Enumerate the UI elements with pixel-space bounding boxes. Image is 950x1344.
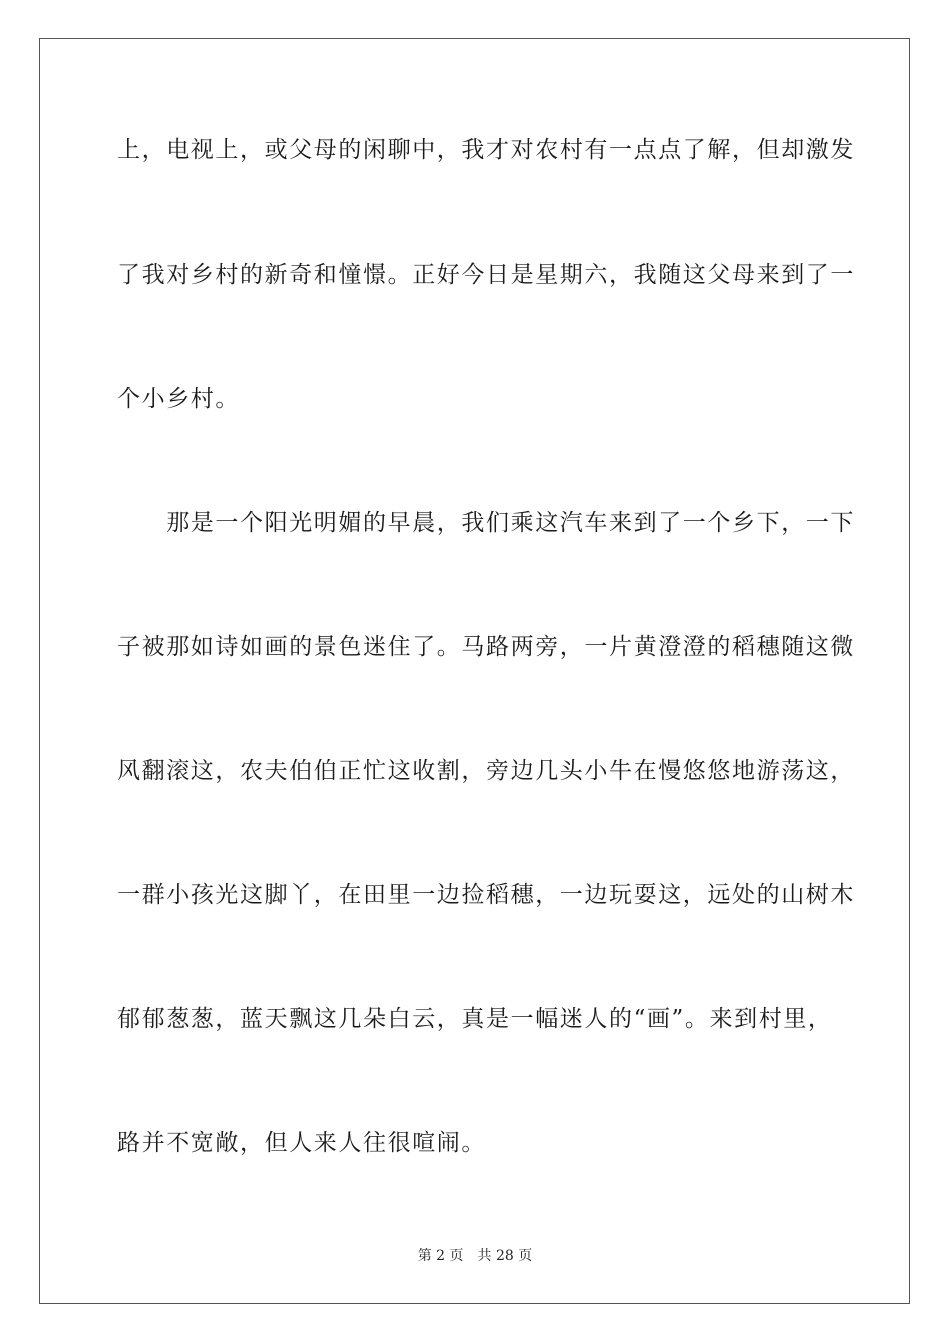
text-line-9: 路并不宽敞，但人来人往很喧闹。: [117, 1130, 486, 1156]
page-frame: [39, 38, 910, 1304]
page-number-footer: 第 2 页 共 28 页: [417, 1248, 533, 1264]
text-line-4: 那是一个阳光明媚的早晨，我们乘这汽车来到了一个乡下，一下: [117, 510, 855, 536]
text-line-3: 个小乡村。: [117, 386, 240, 412]
text-line-2: 了我对乡村的新奇和憧憬。正好今日是星期六，我随这父母来到了一: [117, 262, 855, 288]
text-line-5: 子被那如诗如画的景色迷住了。马路两旁，一片黄澄澄的稻穗随这微: [117, 634, 855, 660]
text-line-1: 上，电视上，或父母的闲聊中，我才对农村有一点点了解，但却激发: [117, 137, 855, 163]
text-line-6: 风翻滚这，农夫伯伯正忙这收割，旁边几头小牛在慢悠悠地游荡这，: [117, 758, 855, 784]
text-line-7: 一群小孩光这脚丫，在田里一边捡稻穗，一边玩耍这，远处的山树木: [117, 882, 855, 908]
text-line-8: 郁郁葱葱，蓝天飘这几朵白云，真是一幅迷人的“画”。来到村里，: [117, 1006, 833, 1032]
